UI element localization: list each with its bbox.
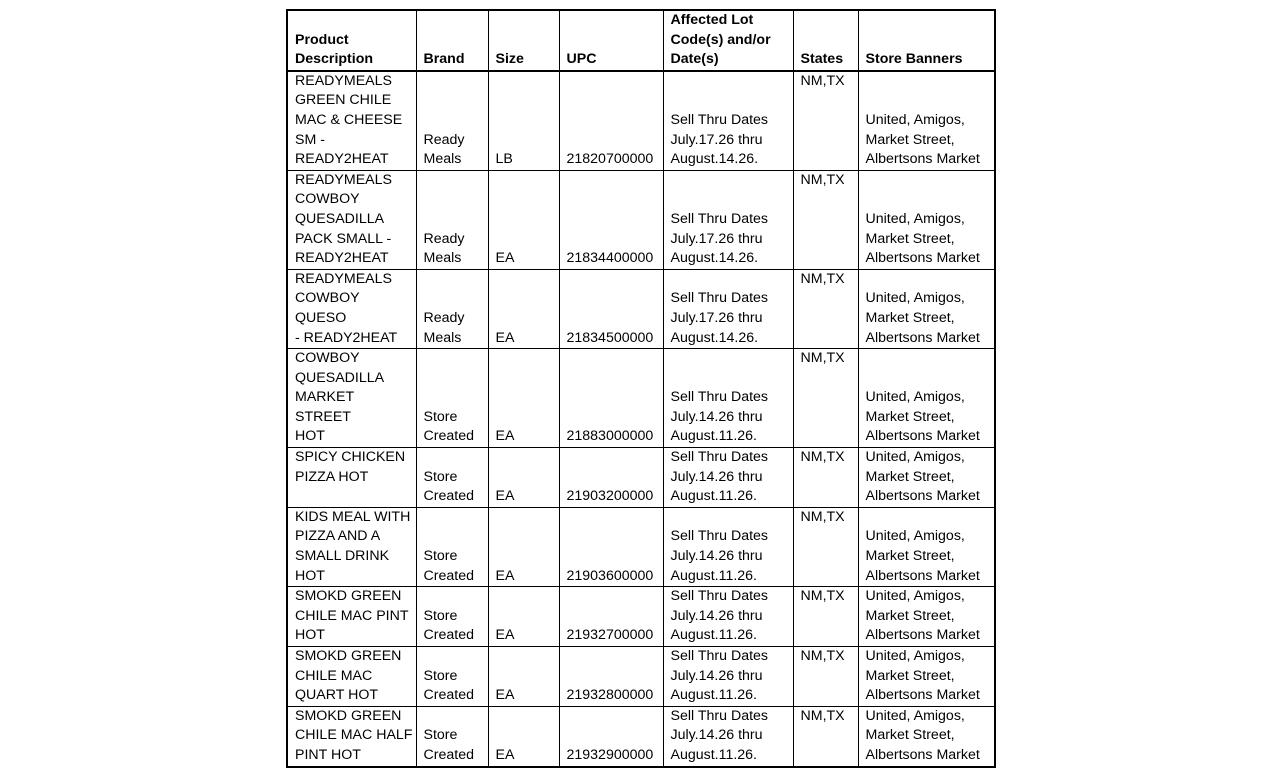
cell-store-banners: United, Amigos, Market Street, Albertsons Market [858, 71, 995, 170]
header-size: Size [488, 10, 559, 71]
table-row [287, 507, 995, 586]
header-affected-lot-codes: Affected Lot Code(s) and/or Date(s) [663, 10, 793, 71]
cell-size: EA [488, 349, 559, 448]
cell-affected-lot-codes: Sell Thru Dates July.14.26 thru August.11.26. [663, 706, 793, 766]
cell-size: EA [488, 706, 559, 766]
recall-product-table [286, 9, 996, 768]
cell-store-banners: United, Amigos, Market Street, Albertsons Market [858, 587, 995, 647]
cell-states: NM,TX [793, 170, 858, 269]
cell-brand: Store Created [416, 349, 488, 448]
cell-states: NM,TX [793, 269, 858, 348]
cell-product-description: SMOKD GREEN CHILE MAC HALF PINT HOT [287, 706, 416, 766]
cell-size: EA [488, 587, 559, 647]
cell-brand: Store Created [416, 587, 488, 647]
cell-brand: Ready Meals [416, 71, 488, 170]
cell-upc: 21903600000 [559, 507, 663, 586]
cell-store-banners: United, Amigos, Market Street, Albertsons Market [858, 647, 995, 707]
cell-states: NM,TX [793, 507, 858, 586]
table-body [287, 71, 995, 767]
cell-affected-lot-codes: Sell Thru Dates July.17.26 thru August.14.26. [663, 269, 793, 348]
cell-affected-lot-codes: Sell Thru Dates July.14.26 thru August.11.26. [663, 587, 793, 647]
cell-upc: 21883000000 [559, 349, 663, 448]
cell-upc: 21903200000 [559, 448, 663, 508]
cell-affected-lot-codes: Sell Thru Dates July.17.26 thru August.14.26. [663, 170, 793, 269]
cell-affected-lot-codes: Sell Thru Dates July.14.26 thru August.11.26. [663, 507, 793, 586]
header-product-description: Product Description [287, 10, 416, 71]
header-brand: Brand [416, 10, 488, 71]
header-upc: UPC [559, 10, 663, 71]
cell-product-description: SMOKD GREEN CHILE MAC PINT HOT [287, 587, 416, 647]
cell-upc: 21834500000 [559, 269, 663, 348]
cell-size: EA [488, 507, 559, 586]
cell-size: EA [488, 170, 559, 269]
cell-brand: Store Created [416, 448, 488, 508]
cell-size: EA [488, 269, 559, 348]
cell-states: NM,TX [793, 448, 858, 508]
cell-size: EA [488, 647, 559, 707]
cell-affected-lot-codes: Sell Thru Dates July.14.26 thru August.11.26. [663, 647, 793, 707]
cell-brand: Ready Meals [416, 170, 488, 269]
cell-upc: 21834400000 [559, 170, 663, 269]
cell-store-banners: United, Amigos, Market Street, Albertsons Market [858, 349, 995, 448]
cell-product-description: KIDS MEAL WITH PIZZA AND A SMALL DRINK HOT [287, 507, 416, 586]
cell-upc: 21820700000 [559, 71, 663, 170]
cell-brand: Store Created [416, 507, 488, 586]
cell-store-banners: United, Amigos, Market Street, Albertsons Market [858, 448, 995, 508]
cell-product-description: READYMEALS GREEN CHILE MAC & CHEESE SM - READY2HEAT [287, 71, 416, 170]
cell-upc: 21932800000 [559, 647, 663, 707]
cell-brand: Store Created [416, 706, 488, 766]
cell-brand: Store Created [416, 647, 488, 707]
cell-product-description: READYMEALS COWBOY QUESADILLA PACK SMALL - READY2HEAT [287, 170, 416, 269]
cell-brand: Ready Meals [416, 269, 488, 348]
cell-store-banners: United, Amigos, Market Street, Albertsons Market [858, 170, 995, 269]
cell-affected-lot-codes: Sell Thru Dates July.17.26 thru August.14.26. [663, 71, 793, 170]
cell-product-description: COWBOY QUESADILLA MARKET STREET HOT [287, 349, 416, 448]
table-row [287, 71, 995, 170]
header-states: States [793, 10, 858, 71]
cell-product-description: SMOKD GREEN CHILE MAC QUART HOT [287, 647, 416, 707]
table-row [287, 647, 995, 707]
table-row [287, 170, 995, 269]
table-row [287, 269, 995, 348]
cell-product-description: SPICY CHICKEN PIZZA HOT [287, 448, 416, 508]
cell-states: NM,TX [793, 71, 858, 170]
cell-states: NM,TX [793, 647, 858, 707]
table-row [287, 706, 995, 766]
cell-states: NM,TX [793, 706, 858, 766]
cell-states: NM,TX [793, 349, 858, 448]
cell-size: EA [488, 448, 559, 508]
cell-upc: 21932700000 [559, 587, 663, 647]
header-store-banners: Store Banners [858, 10, 995, 71]
cell-size: LB [488, 71, 559, 170]
table-header-row [287, 10, 995, 71]
cell-store-banners: United, Amigos, Market Street, Albertsons Market [858, 507, 995, 586]
cell-affected-lot-codes: Sell Thru Dates July.14.26 thru August.11.26. [663, 349, 793, 448]
table-row [287, 448, 995, 508]
cell-states: NM,TX [793, 587, 858, 647]
cell-store-banners: United, Amigos, Market Street, Albertsons Market [858, 706, 995, 766]
table-row [287, 349, 995, 448]
cell-store-banners: United, Amigos, Market Street, Albertsons Market [858, 269, 995, 348]
cell-product-description: READYMEALS COWBOY QUESO - READY2HEAT [287, 269, 416, 348]
table-row [287, 587, 995, 647]
cell-upc: 21932900000 [559, 706, 663, 766]
cell-affected-lot-codes: Sell Thru Dates July.14.26 thru August.11.26. [663, 448, 793, 508]
